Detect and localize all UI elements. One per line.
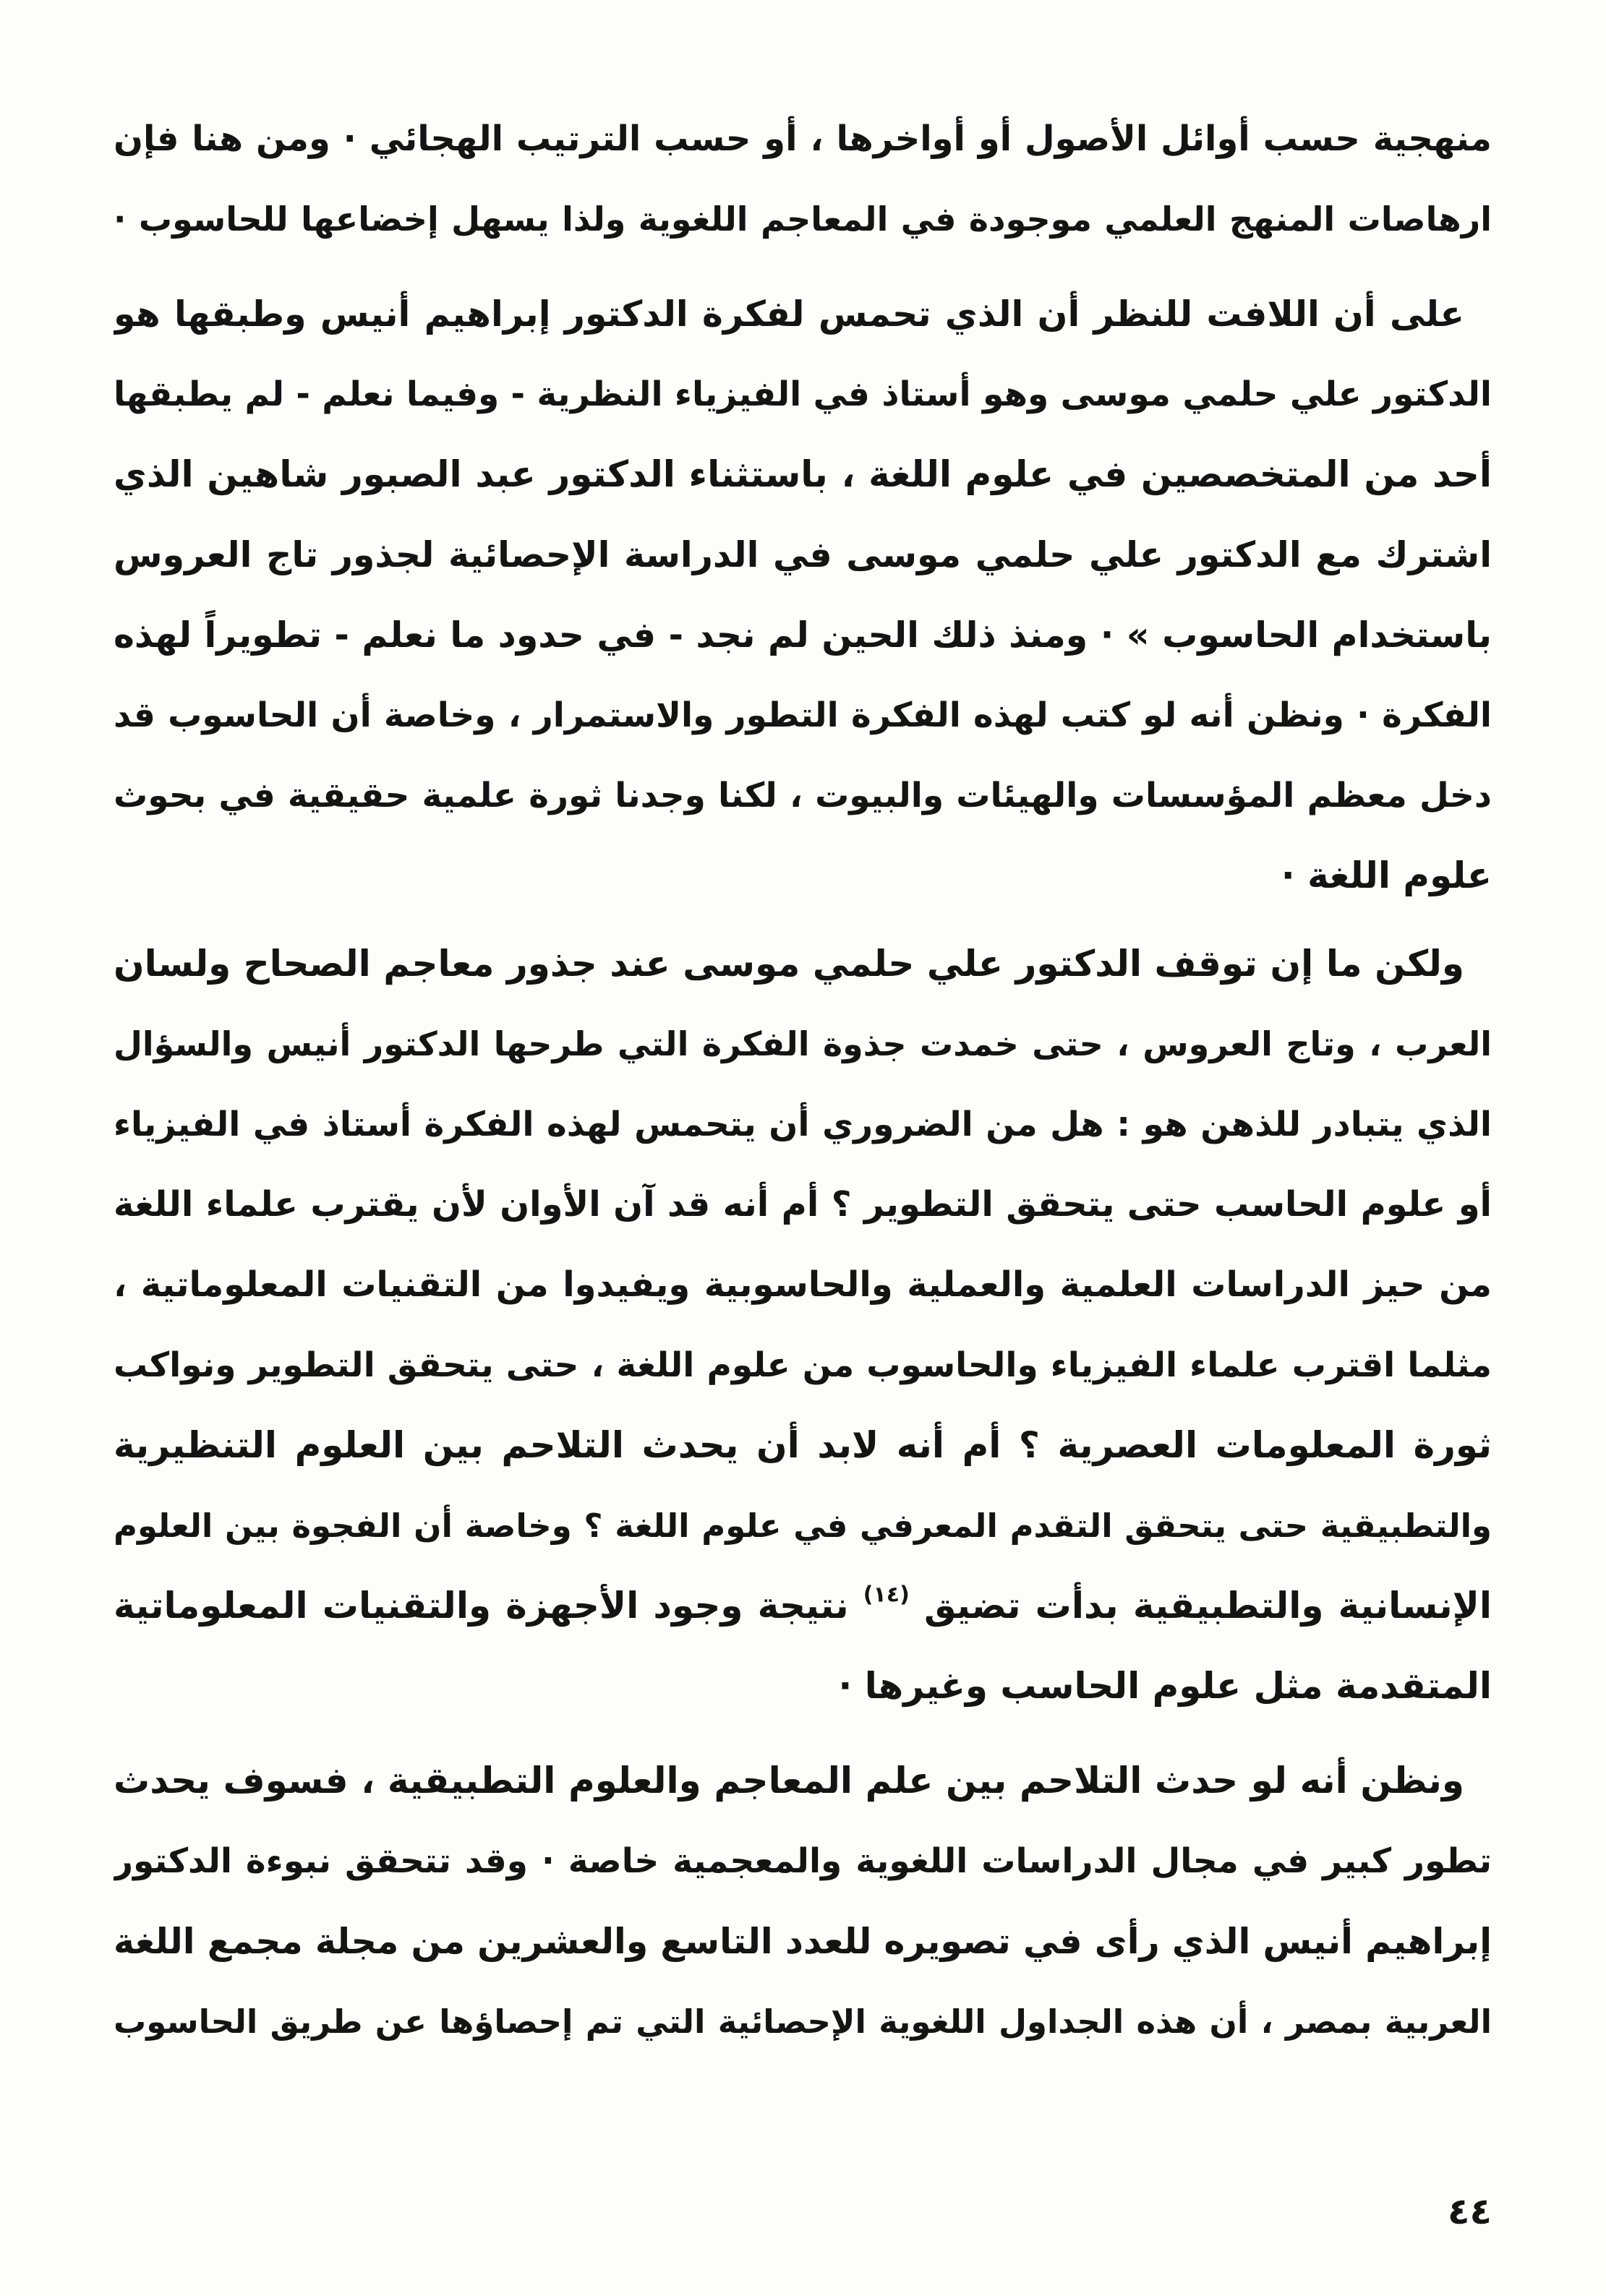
paragraph [114,1741,1492,2062]
text-line [114,1566,1492,1646]
line-text: نتيجة وجود الأجهزة والتقنيات المعلوماتية [114,1585,849,1627]
text-line: ثورة المعلومات العصرية ؟ أم أنه لابد أن يحدث التلاحم بين العلوم التنظيرية [114,1424,1492,1466]
text-line: مثلما اقترب علماء الفيزياء والحاسوب من علوم اللغة ، حتى يتحقق التطوير ونواكب [114,1345,1492,1385]
text-line: ونظن أنه لو حدث التلاحم بين علم المعاجم والعلوم التطبيقية ، فسوف يحدث [114,1760,1464,1802]
text-line: الدكتور علي حلمي موسى وهو أستاذ في الفيزياء النظرية - وفيما نعلم - لم يطبقها [114,374,1492,414]
text-line: الذي يتبادر للذهن هو : هل من الضروري أن يتحمس لهذه الفكرة أستاذ في الفيزياء [114,1105,1492,1144]
text-line: على أن اللافت للنظر أن الذي تحمس لفكرة الدكتور إبراهيم أنيس وطبقها هو [114,294,1464,335]
text-line: أو علوم الحاسب حتى يتحقق التطوير ؟ أم أنه قد آن الأوان لأن يقترب علماء اللغة [114,1184,1492,1225]
paragraph [114,924,1492,1726]
text-line: من حيز الدراسات العلمية والعملية والحاسوبية ويفيدوا من التقنيات المعلوماتية ، [114,1264,1492,1305]
text-line: تطور كبير في مجال الدراسات اللغوية والمعجمية خاصة · وقد تتحقق نبوءة الدكتور [114,1841,1492,1881]
text-line: المتقدمة مثل علوم الحاسب وغيرها · [838,1665,1492,1707]
text-line: منهجية حسب أوائل الأصول أو أواخرها ، أو حسب الترتيب الهجائي · ومن هنا فإن [114,119,1492,159]
text-line: والتطبيقية حتى يتحقق التقدم المعرفي في علوم اللغة ؟ وخاصة أن الفجوة بين العلوم [114,1507,1492,1545]
text-line: العرب ، وتاج العروس ، حتى خمدت جذوة الفكرة التي طرحها الدكتور أنيس والسؤال [114,1024,1492,1063]
footnote-marker: (١٤) [863,1582,910,1608]
text-line: العربية بمصر ، أن هذه الجداول اللغوية الإحصائية التي تم إحصاؤها عن طريق الحاسوب [114,2002,1492,2041]
paragraph [114,99,1492,260]
paragraph [114,274,1492,916]
text-line: باستخدام الحاسوب » · ومنذ ذلك الحين لم نجد - في حدود ما نعلم - تطويراً لهذه [114,614,1492,656]
text-line: دخل معظم المؤسسات والهيئات والبيوت ، لكنا وجدنا ثورة علمية حقيقية في بحوث [114,776,1492,815]
text-line: علوم اللغة · [1281,854,1492,896]
text-line: ولكن ما إن توقف الدكتور علي حلمي موسى عند جذور معاجم الصحاح ولسان [114,943,1464,985]
text-line: اشترك مع الدكتور علي حلمي موسى في الدراسة الإحصائية لجذور تاج العروس [114,534,1492,575]
page-number: ٤٤ [1447,2190,1492,2232]
text-block [114,99,1492,2062]
line-text: الإنسانية والتطبيقية بدأت تضيق [923,1585,1492,1627]
text-line: الفكرة · ونظن أنه لو كتب لهذه الفكرة التطور والاستمرار ، وخاصة أن الحاسوب قد [114,695,1492,735]
text-line: أحد من المتخصصين في علوم اللغة ، باستثناء الدكتور عبد الصبور شاهين الذي [114,453,1492,495]
text-line: ارهاصات المنهج العلمي موجودة في المعاجم اللغوية ولذا يسهل إخضاعها للحاسوب · [114,200,1492,239]
text-line: إبراهيم أنيس الذي رأى في تصويره للعدد التاسع والعشرين من مجلة مجمع اللغة [114,1921,1492,1962]
